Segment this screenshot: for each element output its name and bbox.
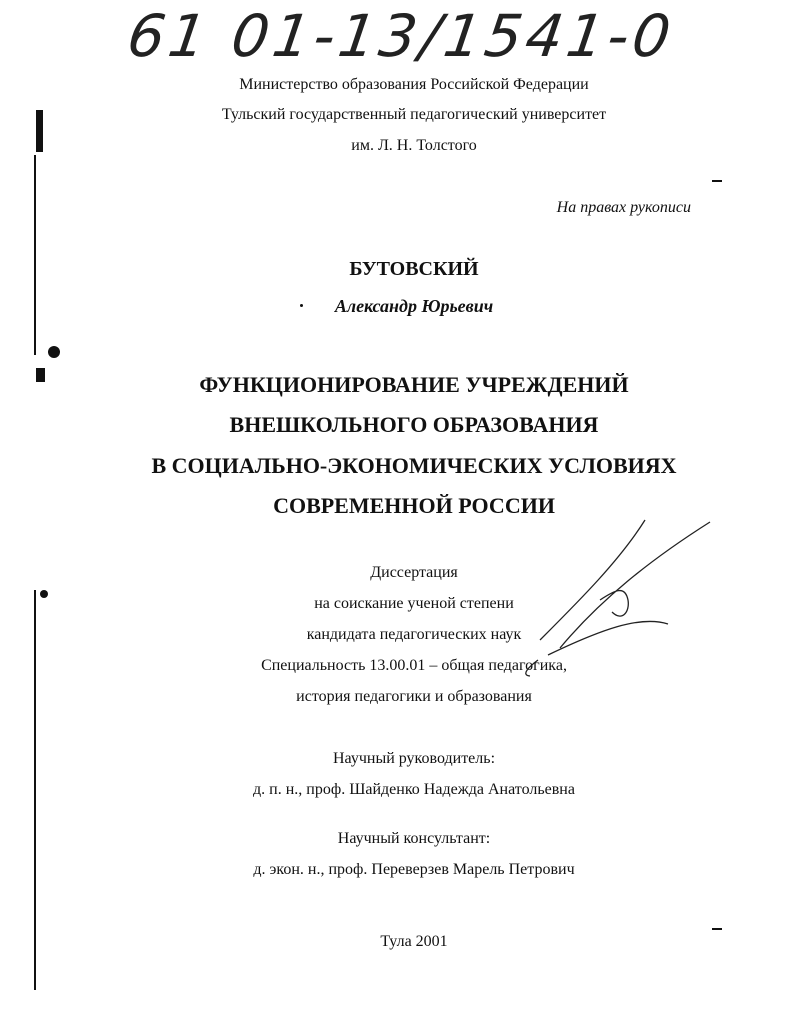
degree-line-4: Специальность 13.00.01 – общая педагогика, bbox=[261, 657, 567, 674]
title-line-3: В СОЦИАЛЬНО-ЭКОНОМИЧЕСКИХ УСЛОВИЯХ bbox=[151, 453, 677, 478]
ministry-line: Министерство образования Российской Федерации bbox=[239, 76, 589, 93]
consultant-name: д. экон. н., проф. Переверзев Марель Петрович bbox=[253, 861, 575, 878]
author-surname: БУТОВСКИЙ bbox=[349, 258, 479, 280]
handwritten-archive-number: 61 01-13/1541-0 bbox=[123, 2, 679, 70]
degree-line-2: на соискание ученой степени bbox=[314, 595, 514, 612]
consultant-label: Научный консультант: bbox=[337, 830, 491, 847]
title-line-1: ФУНКЦИОНИРОВАНИЕ УЧРЕЖДЕНИЙ bbox=[199, 372, 629, 397]
supervisor-name: д. п. н., проф. Шайденко Надежда Анатольевна bbox=[253, 781, 575, 798]
city-year: Тула 2001 bbox=[380, 933, 448, 950]
degree-line-1: Диссертация bbox=[370, 564, 458, 581]
supervisor-label: Научный руководитель: bbox=[332, 750, 496, 767]
named-after-line: им. Л. Н. Толстого bbox=[351, 137, 477, 154]
degree-line-5: история педагогики и образования bbox=[296, 688, 532, 705]
university-line: Тульский государственный педагогический университет bbox=[221, 106, 607, 123]
rights-note: На правах рукописи bbox=[556, 199, 691, 216]
author-given-names: Александр Юрьевич bbox=[334, 296, 494, 316]
title-line-2: ВНЕШКОЛЬНОГО ОБРАЗОВАНИЯ bbox=[229, 412, 599, 437]
title-line-4: СОВРЕМЕННОЙ РОССИИ bbox=[273, 493, 555, 518]
degree-line-3: кандидата педагогических наук bbox=[306, 626, 522, 643]
